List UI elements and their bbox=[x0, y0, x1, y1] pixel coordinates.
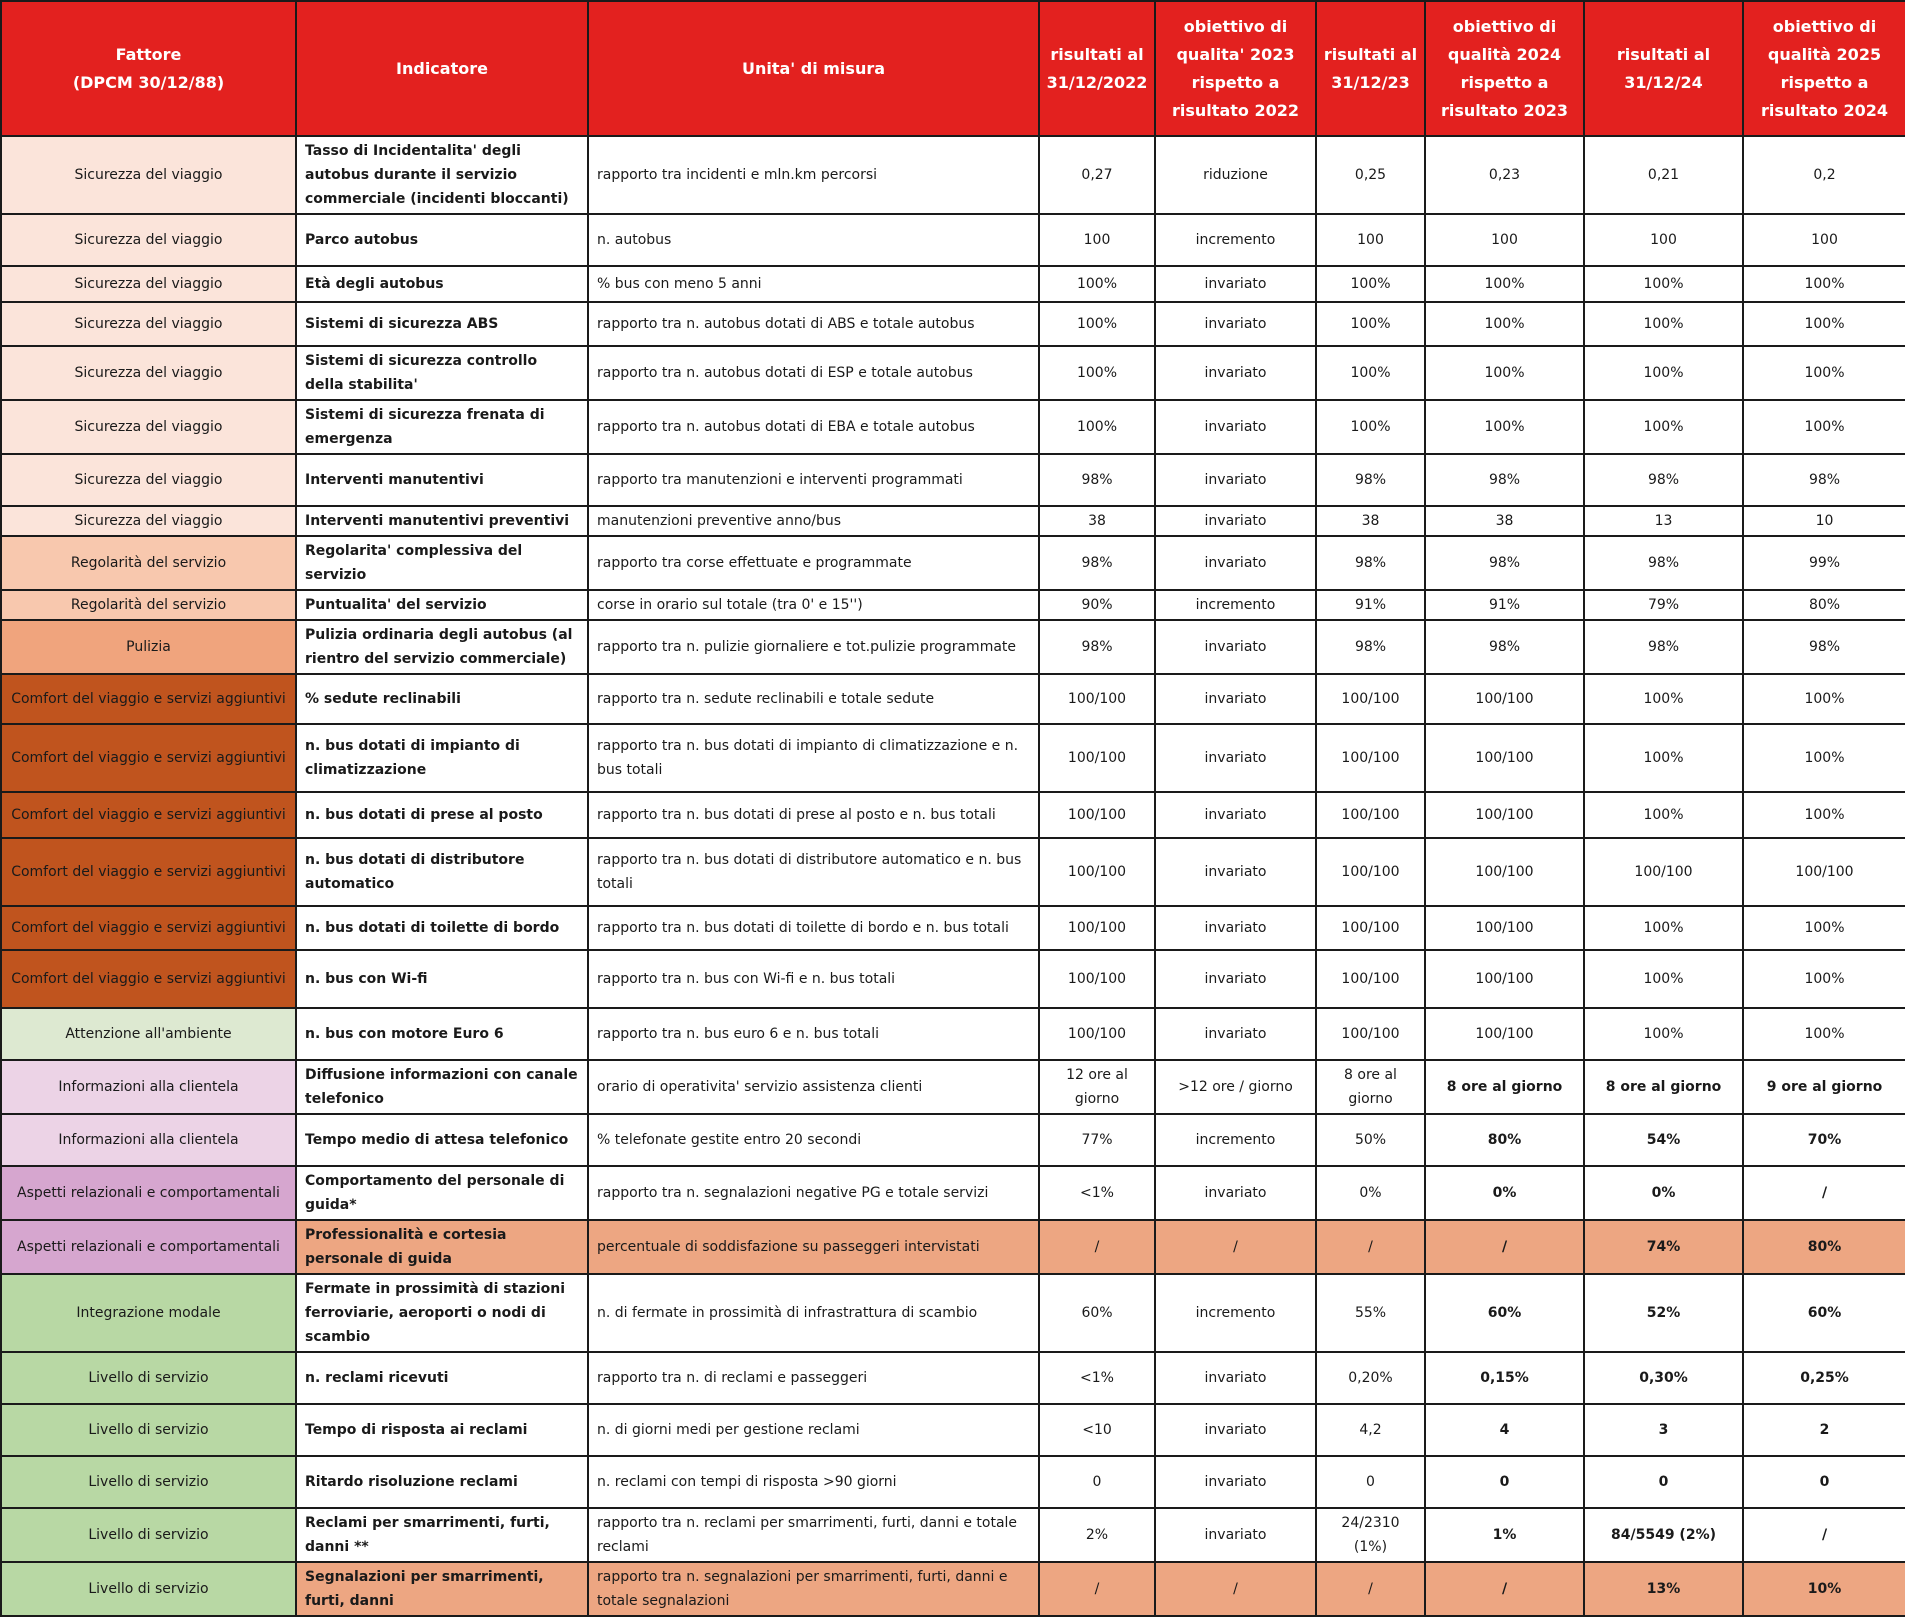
value-cell-r2023: 100/100 bbox=[1316, 724, 1425, 792]
table-row bbox=[1, 214, 1905, 266]
value-cell-r2023: 38 bbox=[1316, 506, 1425, 536]
indicator-cell: Tasso di Incidentalita' degli autobus durante il servizio commerciale (incidenti bloccanti) bbox=[296, 136, 588, 214]
header-indicatore: Indicatore bbox=[296, 1, 588, 136]
unit-cell: n. reclami con tempi di risposta >90 giorni bbox=[588, 1456, 1039, 1508]
indicator-cell: Segnalazioni per smarrimenti, furti, danni bbox=[296, 1562, 588, 1616]
value-cell-o2024: / bbox=[1425, 1220, 1584, 1274]
value-cell-r2022: 100/100 bbox=[1039, 792, 1155, 838]
value-cell-o2024: 100% bbox=[1425, 400, 1584, 454]
unit-cell: orario di operativita' servizio assistenza clienti bbox=[588, 1060, 1039, 1114]
value-cell-r2022: / bbox=[1039, 1562, 1155, 1616]
table-row bbox=[1, 454, 1905, 506]
unit-cell: rapporto tra incidenti e mln.km percorsi bbox=[588, 136, 1039, 214]
value-cell-o2025: 80% bbox=[1743, 1220, 1905, 1274]
value-cell-r2022: 12 ore al giorno bbox=[1039, 1060, 1155, 1114]
indicator-cell: n. bus con Wi-fi bbox=[296, 950, 588, 1008]
value-cell-r2022: <1% bbox=[1039, 1352, 1155, 1404]
table-row bbox=[1, 838, 1905, 906]
unit-cell: rapporto tra n. autobus dotati di ABS e totale autobus bbox=[588, 302, 1039, 346]
factor-cell: Livello di servizio bbox=[1, 1508, 296, 1562]
table-row bbox=[1, 792, 1905, 838]
table-row bbox=[1, 346, 1905, 400]
indicator-cell: Fermate in prossimità di stazioni ferroviarie, aeroporti o nodi di scambio bbox=[296, 1274, 588, 1352]
table-row bbox=[1, 1060, 1905, 1114]
table-row bbox=[1, 1166, 1905, 1220]
value-cell-r2023: 50% bbox=[1316, 1114, 1425, 1166]
table-row bbox=[1, 302, 1905, 346]
factor-cell: Sicurezza del viaggio bbox=[1, 346, 296, 400]
value-cell-o2023: invariato bbox=[1155, 620, 1316, 674]
indicator-cell: Ritardo risoluzione reclami bbox=[296, 1456, 588, 1508]
table-row bbox=[1, 536, 1905, 590]
unit-cell: % telefonate gestite entro 20 secondi bbox=[588, 1114, 1039, 1166]
indicator-cell: n. bus dotati di impianto di climatizzazione bbox=[296, 724, 588, 792]
table-row bbox=[1, 1562, 1905, 1616]
header-obiettivo-2024: obiettivo di qualità 2024 rispetto a risultato 2023 bbox=[1425, 1, 1584, 136]
value-cell-r2024: 100% bbox=[1584, 906, 1743, 950]
unit-cell: rapporto tra corse effettuate e programmate bbox=[588, 536, 1039, 590]
value-cell-o2024: 1% bbox=[1425, 1508, 1584, 1562]
table-row bbox=[1, 266, 1905, 302]
value-cell-r2023: 91% bbox=[1316, 590, 1425, 620]
indicator-cell: Comportamento del personale di guida* bbox=[296, 1166, 588, 1220]
value-cell-o2023: invariato bbox=[1155, 950, 1316, 1008]
value-cell-o2023: incremento bbox=[1155, 590, 1316, 620]
factor-cell: Livello di servizio bbox=[1, 1456, 296, 1508]
value-cell-o2025: / bbox=[1743, 1508, 1905, 1562]
value-cell-o2023: invariato bbox=[1155, 724, 1316, 792]
value-cell-r2024: 100% bbox=[1584, 1008, 1743, 1060]
value-cell-r2023: 100/100 bbox=[1316, 792, 1425, 838]
factor-cell: Sicurezza del viaggio bbox=[1, 400, 296, 454]
unit-cell: rapporto tra n. pulizie giornaliere e tot.pulizie programmate bbox=[588, 620, 1039, 674]
value-cell-o2023: invariato bbox=[1155, 400, 1316, 454]
value-cell-o2025: 10 bbox=[1743, 506, 1905, 536]
value-cell-r2024: 8 ore al giorno bbox=[1584, 1060, 1743, 1114]
value-cell-o2024: / bbox=[1425, 1562, 1584, 1616]
value-cell-o2024: 8 ore al giorno bbox=[1425, 1060, 1584, 1114]
value-cell-o2024: 91% bbox=[1425, 590, 1584, 620]
value-cell-o2023: invariato bbox=[1155, 1352, 1316, 1404]
factor-cell: Pulizia bbox=[1, 620, 296, 674]
value-cell-r2023: 98% bbox=[1316, 454, 1425, 506]
value-cell-r2022: 100/100 bbox=[1039, 838, 1155, 906]
value-cell-r2022: 100/100 bbox=[1039, 724, 1155, 792]
factor-cell: Livello di servizio bbox=[1, 1562, 296, 1616]
value-cell-r2024: 98% bbox=[1584, 620, 1743, 674]
value-cell-o2025: 70% bbox=[1743, 1114, 1905, 1166]
value-cell-r2022: <10 bbox=[1039, 1404, 1155, 1456]
value-cell-r2023: 0,20% bbox=[1316, 1352, 1425, 1404]
value-cell-o2025: 2 bbox=[1743, 1404, 1905, 1456]
indicator-cell: n. bus dotati di prese al posto bbox=[296, 792, 588, 838]
unit-cell: percentuale di soddisfazione su passeggeri intervistati bbox=[588, 1220, 1039, 1274]
value-cell-o2023: invariato bbox=[1155, 1166, 1316, 1220]
factor-cell: Informazioni alla clientela bbox=[1, 1114, 296, 1166]
table-row bbox=[1, 1114, 1905, 1166]
table-row bbox=[1, 1274, 1905, 1352]
value-cell-r2024: 0 bbox=[1584, 1456, 1743, 1508]
value-cell-o2025: 9 ore al giorno bbox=[1743, 1060, 1905, 1114]
table-row bbox=[1, 1008, 1905, 1060]
header-risultati-2024: risultati al 31/12/24 bbox=[1584, 1, 1743, 136]
value-cell-o2025: 100 bbox=[1743, 214, 1905, 266]
value-cell-o2024: 100% bbox=[1425, 346, 1584, 400]
value-cell-o2023: incremento bbox=[1155, 1274, 1316, 1352]
factor-cell: Comfort del viaggio e servizi aggiuntivi bbox=[1, 792, 296, 838]
indicator-cell: Sistemi di sicurezza ABS bbox=[296, 302, 588, 346]
table-row bbox=[1, 506, 1905, 536]
value-cell-r2023: 0% bbox=[1316, 1166, 1425, 1220]
value-cell-r2022: 100% bbox=[1039, 302, 1155, 346]
value-cell-o2025: 60% bbox=[1743, 1274, 1905, 1352]
value-cell-o2025: 0,25% bbox=[1743, 1352, 1905, 1404]
value-cell-o2024: 100% bbox=[1425, 302, 1584, 346]
value-cell-o2024: 0,15% bbox=[1425, 1352, 1584, 1404]
value-cell-o2025: 100% bbox=[1743, 266, 1905, 302]
header-obiettivo-2025: obiettivo di qualità 2025 rispetto a risultato 2024 bbox=[1743, 1, 1905, 136]
value-cell-r2023: 100/100 bbox=[1316, 674, 1425, 724]
indicator-cell: Puntualita' del servizio bbox=[296, 590, 588, 620]
value-cell-r2024: 100% bbox=[1584, 302, 1743, 346]
value-cell-r2024: 0,30% bbox=[1584, 1352, 1743, 1404]
value-cell-o2025: 100% bbox=[1743, 400, 1905, 454]
value-cell-r2024: 52% bbox=[1584, 1274, 1743, 1352]
table-row bbox=[1, 1508, 1905, 1562]
value-cell-r2022: <1% bbox=[1039, 1166, 1155, 1220]
unit-cell: corse in orario sul totale (tra 0' e 15'') bbox=[588, 590, 1039, 620]
value-cell-o2024: 100/100 bbox=[1425, 724, 1584, 792]
value-cell-r2024: 54% bbox=[1584, 1114, 1743, 1166]
value-cell-o2024: 4 bbox=[1425, 1404, 1584, 1456]
value-cell-r2022: / bbox=[1039, 1220, 1155, 1274]
value-cell-o2024: 100/100 bbox=[1425, 792, 1584, 838]
value-cell-o2025: 100/100 bbox=[1743, 838, 1905, 906]
factor-cell: Informazioni alla clientela bbox=[1, 1060, 296, 1114]
value-cell-r2022: 100/100 bbox=[1039, 1008, 1155, 1060]
factor-cell: Sicurezza del viaggio bbox=[1, 214, 296, 266]
value-cell-r2023: 8 ore al giorno bbox=[1316, 1060, 1425, 1114]
value-cell-o2024: 0% bbox=[1425, 1166, 1584, 1220]
unit-cell: rapporto tra n. reclami per smarrimenti, furti, danni e totale reclami bbox=[588, 1508, 1039, 1562]
value-cell-o2025: 0,2 bbox=[1743, 136, 1905, 214]
unit-cell: rapporto tra n. bus dotati di toilette di bordo e n. bus totali bbox=[588, 906, 1039, 950]
value-cell-r2023: 24/2310 (1%) bbox=[1316, 1508, 1425, 1562]
table-row bbox=[1, 1352, 1905, 1404]
factor-cell: Aspetti relazionali e comportamentali bbox=[1, 1166, 296, 1220]
value-cell-o2025: 100% bbox=[1743, 674, 1905, 724]
unit-cell: rapporto tra n. bus con Wi-fi e n. bus totali bbox=[588, 950, 1039, 1008]
unit-cell: rapporto tra n. autobus dotati di EBA e totale autobus bbox=[588, 400, 1039, 454]
value-cell-r2024: 100% bbox=[1584, 724, 1743, 792]
unit-cell: n. di giorni medi per gestione reclami bbox=[588, 1404, 1039, 1456]
value-cell-r2022: 60% bbox=[1039, 1274, 1155, 1352]
unit-cell: rapporto tra manutenzioni e interventi programmati bbox=[588, 454, 1039, 506]
indicator-cell: Tempo di risposta ai reclami bbox=[296, 1404, 588, 1456]
value-cell-r2022: 100/100 bbox=[1039, 674, 1155, 724]
indicator-cell: n. bus con motore Euro 6 bbox=[296, 1008, 588, 1060]
unit-cell: rapporto tra n. autobus dotati di ESP e totale autobus bbox=[588, 346, 1039, 400]
table-row bbox=[1, 1456, 1905, 1508]
factor-cell: Aspetti relazionali e comportamentali bbox=[1, 1220, 296, 1274]
header-obiettivo-2023: obiettivo di qualita' 2023 rispetto a risultato 2022 bbox=[1155, 1, 1316, 136]
value-cell-r2023: 100% bbox=[1316, 302, 1425, 346]
value-cell-r2023: 100% bbox=[1316, 266, 1425, 302]
value-cell-r2023: / bbox=[1316, 1220, 1425, 1274]
value-cell-o2024: 100/100 bbox=[1425, 838, 1584, 906]
header-unita-di-misura: Unita' di misura bbox=[588, 1, 1039, 136]
value-cell-r2024: 100% bbox=[1584, 674, 1743, 724]
value-cell-o2023: invariato bbox=[1155, 536, 1316, 590]
value-cell-o2023: incremento bbox=[1155, 214, 1316, 266]
value-cell-r2023: 98% bbox=[1316, 536, 1425, 590]
value-cell-o2025: / bbox=[1743, 1166, 1905, 1220]
value-cell-o2023: invariato bbox=[1155, 302, 1316, 346]
indicator-cell: Sistemi di sicurezza frenata di emergenza bbox=[296, 400, 588, 454]
value-cell-o2024: 100% bbox=[1425, 266, 1584, 302]
factor-cell: Livello di servizio bbox=[1, 1404, 296, 1456]
unit-cell: rapporto tra n. sedute reclinabili e totale sedute bbox=[588, 674, 1039, 724]
value-cell-o2025: 0 bbox=[1743, 1456, 1905, 1508]
value-cell-r2024: 100% bbox=[1584, 792, 1743, 838]
table-row bbox=[1, 1404, 1905, 1456]
value-cell-r2024: 98% bbox=[1584, 536, 1743, 590]
factor-cell: Sicurezza del viaggio bbox=[1, 266, 296, 302]
value-cell-r2024: 74% bbox=[1584, 1220, 1743, 1274]
value-cell-r2022: 38 bbox=[1039, 506, 1155, 536]
value-cell-o2024: 0 bbox=[1425, 1456, 1584, 1508]
value-cell-r2022: 100% bbox=[1039, 346, 1155, 400]
value-cell-r2023: / bbox=[1316, 1562, 1425, 1616]
value-cell-r2022: 100% bbox=[1039, 400, 1155, 454]
value-cell-r2024: 98% bbox=[1584, 454, 1743, 506]
value-cell-o2024: 100/100 bbox=[1425, 674, 1584, 724]
indicator-cell: n. bus dotati di distributore automatico bbox=[296, 838, 588, 906]
value-cell-r2024: 84/5549 (2%) bbox=[1584, 1508, 1743, 1562]
unit-cell: rapporto tra n. bus dotati di prese al posto e n. bus totali bbox=[588, 792, 1039, 838]
value-cell-o2023: invariato bbox=[1155, 1404, 1316, 1456]
indicator-cell: Reclami per smarrimenti, furti, danni ** bbox=[296, 1508, 588, 1562]
value-cell-o2023: / bbox=[1155, 1562, 1316, 1616]
value-cell-o2024: 80% bbox=[1425, 1114, 1584, 1166]
table-row bbox=[1, 906, 1905, 950]
table-row bbox=[1, 1220, 1905, 1274]
factor-cell: Integrazione modale bbox=[1, 1274, 296, 1352]
value-cell-o2024: 38 bbox=[1425, 506, 1584, 536]
value-cell-o2023: invariato bbox=[1155, 1456, 1316, 1508]
indicator-cell: Sistemi di sicurezza controllo della stabilita' bbox=[296, 346, 588, 400]
value-cell-o2025: 98% bbox=[1743, 454, 1905, 506]
value-cell-r2023: 100% bbox=[1316, 346, 1425, 400]
value-cell-r2022: 100/100 bbox=[1039, 950, 1155, 1008]
table-row bbox=[1, 724, 1905, 792]
unit-cell: n. autobus bbox=[588, 214, 1039, 266]
value-cell-o2023: incremento bbox=[1155, 1114, 1316, 1166]
value-cell-o2023: invariato bbox=[1155, 1008, 1316, 1060]
value-cell-o2024: 0,23 bbox=[1425, 136, 1584, 214]
factor-cell: Attenzione all'ambiente bbox=[1, 1008, 296, 1060]
value-cell-r2022: 100 bbox=[1039, 214, 1155, 266]
unit-cell: rapporto tra n. bus euro 6 e n. bus totali bbox=[588, 1008, 1039, 1060]
value-cell-r2024: 100% bbox=[1584, 346, 1743, 400]
unit-cell: n. di fermate in prossimità di infrastrattura di scambio bbox=[588, 1274, 1039, 1352]
table-row bbox=[1, 136, 1905, 214]
value-cell-r2023: 0,25 bbox=[1316, 136, 1425, 214]
factor-cell: Comfort del viaggio e servizi aggiuntivi bbox=[1, 674, 296, 724]
value-cell-o2024: 98% bbox=[1425, 536, 1584, 590]
factor-cell: Sicurezza del viaggio bbox=[1, 454, 296, 506]
value-cell-r2024: 79% bbox=[1584, 590, 1743, 620]
value-cell-r2023: 0 bbox=[1316, 1456, 1425, 1508]
factor-cell: Regolarità del servizio bbox=[1, 590, 296, 620]
value-cell-o2023: / bbox=[1155, 1220, 1316, 1274]
value-cell-r2024: 0% bbox=[1584, 1166, 1743, 1220]
value-cell-r2023: 4,2 bbox=[1316, 1404, 1425, 1456]
table-row bbox=[1, 400, 1905, 454]
value-cell-o2025: 100% bbox=[1743, 906, 1905, 950]
indicator-cell: Professionalità e cortesia personale di guida bbox=[296, 1220, 588, 1274]
value-cell-r2024: 13 bbox=[1584, 506, 1743, 536]
indicator-cell: Età degli autobus bbox=[296, 266, 588, 302]
unit-cell: manutenzioni preventive anno/bus bbox=[588, 506, 1039, 536]
table-row bbox=[1, 950, 1905, 1008]
value-cell-r2023: 100/100 bbox=[1316, 906, 1425, 950]
value-cell-r2023: 100/100 bbox=[1316, 838, 1425, 906]
unit-cell: % bus con meno 5 anni bbox=[588, 266, 1039, 302]
unit-cell: rapporto tra n. bus dotati di distributore automatico e n. bus totali bbox=[588, 838, 1039, 906]
value-cell-o2025: 100% bbox=[1743, 302, 1905, 346]
value-cell-o2025: 98% bbox=[1743, 620, 1905, 674]
value-cell-r2024: 13% bbox=[1584, 1562, 1743, 1616]
value-cell-o2025: 80% bbox=[1743, 590, 1905, 620]
factor-cell: Comfort del viaggio e servizi aggiuntivi bbox=[1, 906, 296, 950]
value-cell-r2024: 100% bbox=[1584, 266, 1743, 302]
header-fattore-label: Fattore (DPCM 30/12/88) bbox=[72, 44, 225, 92]
table-row bbox=[1, 674, 1905, 724]
value-cell-r2023: 55% bbox=[1316, 1274, 1425, 1352]
value-cell-r2023: 100/100 bbox=[1316, 1008, 1425, 1060]
value-cell-o2025: 100% bbox=[1743, 950, 1905, 1008]
indicator-cell: n. bus dotati di toilette di bordo bbox=[296, 906, 588, 950]
value-cell-o2024: 100 bbox=[1425, 214, 1584, 266]
indicator-cell: Interventi manutentivi preventivi bbox=[296, 506, 588, 536]
value-cell-o2025: 100% bbox=[1743, 792, 1905, 838]
factor-cell: Comfort del viaggio e servizi aggiuntivi bbox=[1, 950, 296, 1008]
value-cell-o2023: invariato bbox=[1155, 506, 1316, 536]
value-cell-r2024: 3 bbox=[1584, 1404, 1743, 1456]
factor-cell: Comfort del viaggio e servizi aggiuntivi bbox=[1, 724, 296, 792]
value-cell-o2023: invariato bbox=[1155, 1508, 1316, 1562]
value-cell-o2023: invariato bbox=[1155, 266, 1316, 302]
value-cell-r2023: 100% bbox=[1316, 400, 1425, 454]
value-cell-o2024: 98% bbox=[1425, 620, 1584, 674]
value-cell-r2023: 100/100 bbox=[1316, 950, 1425, 1008]
factor-cell: Sicurezza del viaggio bbox=[1, 302, 296, 346]
factor-cell: Sicurezza del viaggio bbox=[1, 506, 296, 536]
value-cell-r2024: 100% bbox=[1584, 950, 1743, 1008]
value-cell-r2022: 98% bbox=[1039, 620, 1155, 674]
value-cell-r2022: 98% bbox=[1039, 536, 1155, 590]
value-cell-o2023: riduzione bbox=[1155, 136, 1316, 214]
value-cell-r2024: 0,21 bbox=[1584, 136, 1743, 214]
value-cell-r2023: 100 bbox=[1316, 214, 1425, 266]
value-cell-o2023: >12 ore / giorno bbox=[1155, 1060, 1316, 1114]
value-cell-r2022: 100% bbox=[1039, 266, 1155, 302]
value-cell-o2023: invariato bbox=[1155, 792, 1316, 838]
factor-cell: Livello di servizio bbox=[1, 1352, 296, 1404]
value-cell-o2024: 100/100 bbox=[1425, 950, 1584, 1008]
value-cell-o2025: 99% bbox=[1743, 536, 1905, 590]
value-cell-r2024: 100 bbox=[1584, 214, 1743, 266]
header-fattore bbox=[1, 1, 296, 136]
indicator-cell: Interventi manutentivi bbox=[296, 454, 588, 506]
header-risultati-2022: risultati al 31/12/2022 bbox=[1039, 1, 1155, 136]
value-cell-o2023: invariato bbox=[1155, 674, 1316, 724]
value-cell-o2025: 100% bbox=[1743, 346, 1905, 400]
value-cell-r2022: 100/100 bbox=[1039, 906, 1155, 950]
value-cell-o2023: invariato bbox=[1155, 454, 1316, 506]
indicator-cell: Regolarita' complessiva del servizio bbox=[296, 536, 588, 590]
value-cell-r2024: 100% bbox=[1584, 400, 1743, 454]
indicator-cell: n. reclami ricevuti bbox=[296, 1352, 588, 1404]
value-cell-o2024: 100/100 bbox=[1425, 906, 1584, 950]
factor-cell: Regolarità del servizio bbox=[1, 536, 296, 590]
table-row bbox=[1, 620, 1905, 674]
value-cell-o2024: 98% bbox=[1425, 454, 1584, 506]
header-risultati-2023: risultati al 31/12/23 bbox=[1316, 1, 1425, 136]
value-cell-o2023: invariato bbox=[1155, 906, 1316, 950]
table-body bbox=[1, 136, 1905, 1616]
unit-cell: rapporto tra n. segnalazioni per smarrimenti, furti, danni e totale segnalazioni bbox=[588, 1562, 1039, 1616]
unit-cell: rapporto tra n. di reclami e passeggeri bbox=[588, 1352, 1039, 1404]
unit-cell: rapporto tra n. segnalazioni negative PG e totale servizi bbox=[588, 1166, 1039, 1220]
value-cell-r2022: 90% bbox=[1039, 590, 1155, 620]
value-cell-o2023: invariato bbox=[1155, 346, 1316, 400]
factor-cell: Comfort del viaggio e servizi aggiuntivi bbox=[1, 838, 296, 906]
indicator-cell: Tempo medio di attesa telefonico bbox=[296, 1114, 588, 1166]
indicator-cell: Diffusione informazioni con canale telefonico bbox=[296, 1060, 588, 1114]
value-cell-r2022: 77% bbox=[1039, 1114, 1155, 1166]
value-cell-o2025: 100% bbox=[1743, 724, 1905, 792]
value-cell-r2022: 0 bbox=[1039, 1456, 1155, 1508]
indicator-cell: % sedute reclinabili bbox=[296, 674, 588, 724]
value-cell-r2024: 100/100 bbox=[1584, 838, 1743, 906]
indicator-cell: Parco autobus bbox=[296, 214, 588, 266]
unit-cell: rapporto tra n. bus dotati di impianto di climatizzazione e n. bus totali bbox=[588, 724, 1039, 792]
value-cell-o2025: 10% bbox=[1743, 1562, 1905, 1616]
value-cell-r2023: 98% bbox=[1316, 620, 1425, 674]
value-cell-r2022: 2% bbox=[1039, 1508, 1155, 1562]
value-cell-o2025: 100% bbox=[1743, 1008, 1905, 1060]
value-cell-o2024: 60% bbox=[1425, 1274, 1584, 1352]
value-cell-r2022: 0,27 bbox=[1039, 136, 1155, 214]
factor-cell: Sicurezza del viaggio bbox=[1, 136, 296, 214]
indicator-cell: Pulizia ordinaria degli autobus (al rientro del servizio commerciale) bbox=[296, 620, 588, 674]
value-cell-r2022: 98% bbox=[1039, 454, 1155, 506]
value-cell-o2024: 100/100 bbox=[1425, 1008, 1584, 1060]
value-cell-o2023: invariato bbox=[1155, 838, 1316, 906]
header-row bbox=[1, 1, 1905, 136]
table-row bbox=[1, 590, 1905, 620]
